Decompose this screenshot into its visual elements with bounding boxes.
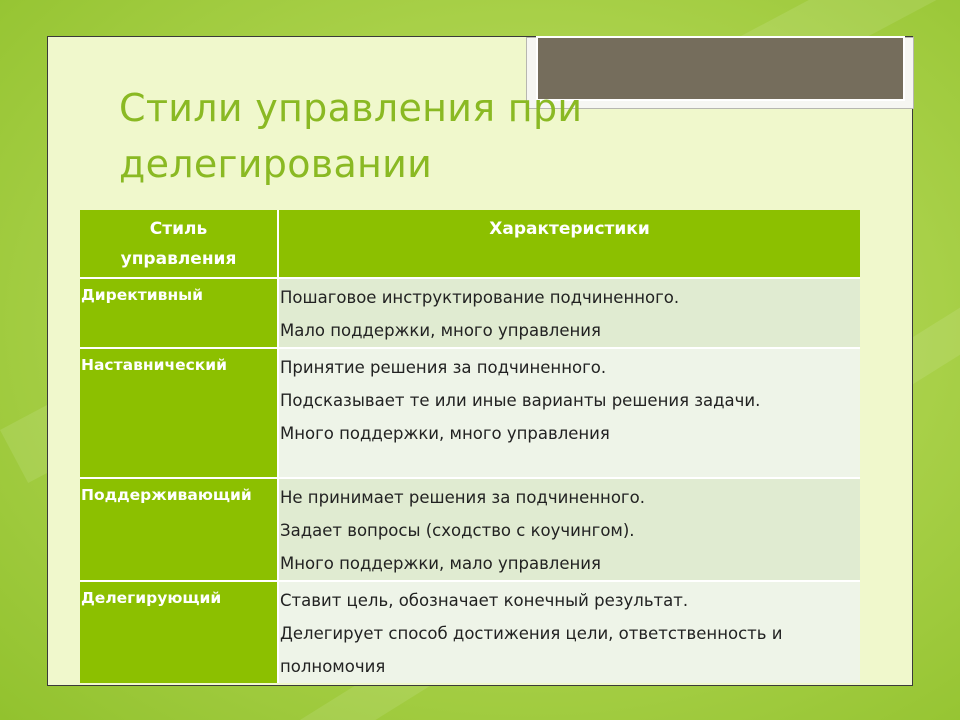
table-row	[80, 348, 860, 478]
style-name: Делегирующий	[80, 581, 278, 683]
header-characteristics: Характеристики	[278, 210, 860, 278]
table-row	[80, 278, 860, 348]
style-name: Директивный	[80, 278, 278, 348]
title-line-1: Стили управления при	[119, 86, 583, 130]
style-description: Не принимает решения за подчиненного. Задает вопросы (сходство с коучингом). Много поддержки, мало управления	[278, 478, 860, 581]
style-description: Ставит цель, обозначает конечный результат. Делегирует способ достижения цели, ответственность и полномочия	[278, 581, 860, 683]
style-description: Принятие решения за подчиненного. Подсказывает те или иные варианты решения задачи. Много поддержки, много управления	[278, 348, 860, 478]
delegation-styles-table	[80, 210, 860, 683]
style-name: Поддерживающий	[80, 478, 278, 581]
style-description: Пошаговое инструктирование подчиненного. Мало поддержки, много управления	[278, 278, 860, 348]
table-row	[80, 478, 860, 581]
title-line-2: делегировании	[119, 142, 433, 186]
table-header-row	[80, 210, 860, 278]
style-name: Наставнический	[80, 348, 278, 478]
slide-title	[119, 80, 679, 192]
table-row	[80, 581, 860, 683]
header-style: Стиль управления	[80, 210, 278, 278]
